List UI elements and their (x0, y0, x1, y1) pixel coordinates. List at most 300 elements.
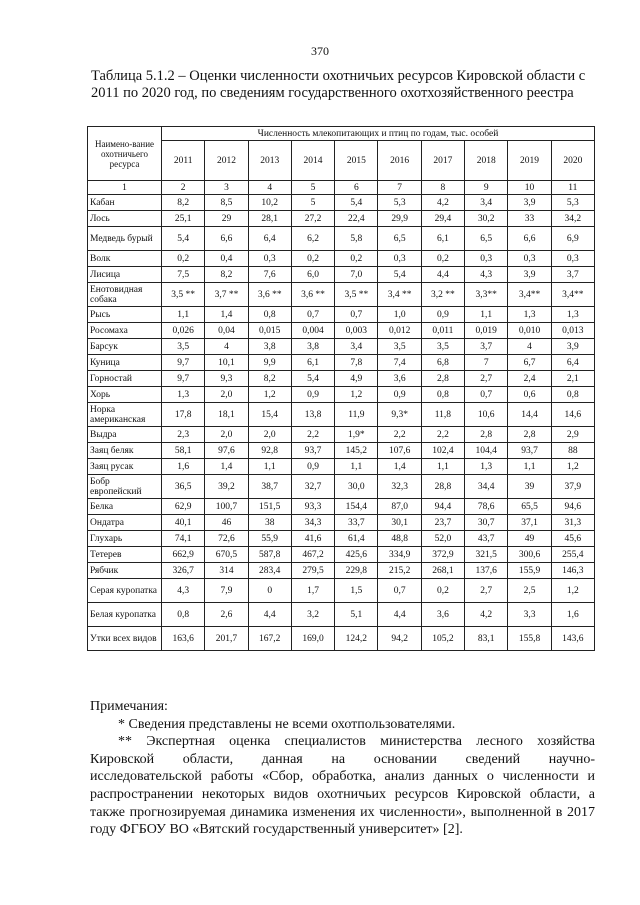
table-cell: 107,6 (378, 443, 421, 459)
table-cell: 1,2 (335, 387, 378, 403)
table-cell: 2,6 (205, 603, 248, 627)
table-cell: 14,4 (508, 403, 551, 427)
table-cell: 83,1 (465, 627, 508, 651)
table-cell: 100,7 (205, 499, 248, 515)
table-cell: 48,8 (378, 531, 421, 547)
table-cell: 5,1 (335, 603, 378, 627)
table-cell: 7,5 (162, 267, 205, 283)
table-cell: 5,4 (162, 227, 205, 251)
resource-name: Норка американская (88, 403, 162, 427)
table-cell: 6,5 (465, 227, 508, 251)
table-cell: 93,7 (291, 443, 334, 459)
table-cell: 4,3 (162, 579, 205, 603)
table-cell: 3,8 (291, 339, 334, 355)
table-cell: 1,0 (378, 307, 421, 323)
table-cell: 9,7 (162, 371, 205, 387)
table-cell: 3,5 ** (162, 283, 205, 307)
table-cell: 6,4 (248, 227, 291, 251)
table-cell: 143,6 (551, 627, 594, 651)
table-cell: 3,4 ** (378, 283, 421, 307)
table-cell: 662,9 (162, 547, 205, 563)
table-cell: 326,7 (162, 563, 205, 579)
table-cell: 1,1 (508, 459, 551, 475)
table-cell: 314 (205, 563, 248, 579)
table-row (88, 499, 595, 515)
table-cell: 7,6 (248, 267, 291, 283)
table-cell: 39,2 (205, 475, 248, 499)
table-cell: 0,004 (291, 323, 334, 339)
table-caption: Таблица 5.1.2 – Оценки численности охотничьих ресурсов Кировской области с 2011 по 2020 год, по сведениям государственного охотхозяйственного реестра (91, 68, 586, 101)
resource-name: Белка (88, 499, 162, 515)
table-cell: 30,7 (465, 515, 508, 531)
table-cell: 92,8 (248, 443, 291, 459)
resource-name: Барсук (88, 339, 162, 355)
table-cell: 29,4 (421, 211, 464, 227)
resource-name: Серая куропатка (88, 579, 162, 603)
table-cell: 5,3 (378, 195, 421, 211)
table-cell: 94,4 (421, 499, 464, 515)
column-number: 7 (378, 181, 421, 195)
table-cell: 2,2 (291, 427, 334, 443)
table-cell: 4 (205, 339, 248, 355)
column-number: 8 (421, 181, 464, 195)
table-cell: 0,8 (421, 387, 464, 403)
table-cell: 0,019 (465, 323, 508, 339)
table-row (88, 355, 595, 371)
table-cell: 1,3 (551, 307, 594, 323)
table-cell: 2,8 (508, 427, 551, 443)
table-cell: 61,4 (335, 531, 378, 547)
table-body (88, 195, 595, 651)
table-cell: 215,2 (378, 563, 421, 579)
table-cell: 0,3 (508, 251, 551, 267)
table-cell: 268,1 (421, 563, 464, 579)
table-cell: 32,7 (291, 475, 334, 499)
table-cell: 10,2 (248, 195, 291, 211)
table-cell: 0,7 (465, 387, 508, 403)
resource-name: Белая куропатка (88, 603, 162, 627)
table-cell: 3,5 (421, 339, 464, 355)
table-cell: 37,1 (508, 515, 551, 531)
table-cell: 1,9* (335, 427, 378, 443)
resource-name: Тетерев (88, 547, 162, 563)
resource-name: Бобр европейский (88, 475, 162, 499)
table-cell: 1,5 (335, 579, 378, 603)
resource-name: Рысь (88, 307, 162, 323)
table-cell: 5,8 (335, 227, 378, 251)
table-row (88, 195, 595, 211)
table-cell: 7,4 (378, 355, 421, 371)
table-cell: 2,3 (162, 427, 205, 443)
table-cell: 29 (205, 211, 248, 227)
table-cell: 2,0 (205, 387, 248, 403)
table-cell: 8,5 (205, 195, 248, 211)
table-cell: 2,7 (465, 579, 508, 603)
table-cell: 3,7 ** (205, 283, 248, 307)
table-cell: 0,2 (335, 251, 378, 267)
table-cell: 124,2 (335, 627, 378, 651)
resource-name: Росомаха (88, 323, 162, 339)
table-cell: 4 (508, 339, 551, 355)
table-cell: 3,6 ** (248, 283, 291, 307)
table-cell: 105,2 (421, 627, 464, 651)
table-cell: 23,7 (421, 515, 464, 531)
table-cell: 25,1 (162, 211, 205, 227)
table-cell: 0,010 (508, 323, 551, 339)
table-cell: 3,4 (465, 195, 508, 211)
table-cell: 7,8 (335, 355, 378, 371)
resource-name: Лисица (88, 267, 162, 283)
table-cell: 0,2 (291, 251, 334, 267)
table-cell: 0,9 (291, 387, 334, 403)
table-cell: 3,7 (551, 267, 594, 283)
table-cell: 6,7 (508, 355, 551, 371)
table-cell: 10,6 (465, 403, 508, 427)
table-cell: 49 (508, 531, 551, 547)
table-cell: 72,6 (205, 531, 248, 547)
table-row (88, 267, 595, 283)
table-cell: 5,4 (335, 195, 378, 211)
table-cell: 6,0 (291, 267, 334, 283)
table-cell: 0,2 (421, 251, 464, 267)
resource-name: Медведь бурый (88, 227, 162, 251)
table-cell: 0,003 (335, 323, 378, 339)
table-cell: 0,013 (551, 323, 594, 339)
table-row (88, 579, 595, 603)
table-cell: 0 (248, 579, 291, 603)
table-cell: 93,3 (291, 499, 334, 515)
table-cell: 2,2 (421, 427, 464, 443)
table-cell: 43,7 (465, 531, 508, 547)
table-cell: 4,9 (335, 371, 378, 387)
table-cell: 30,2 (465, 211, 508, 227)
table-cell: 255,4 (551, 547, 594, 563)
table-cell: 4,4 (421, 267, 464, 283)
table-cell: 155,9 (508, 563, 551, 579)
table-cell: 4,3 (465, 267, 508, 283)
table-cell: 0,026 (162, 323, 205, 339)
table-cell: 1,1 (421, 459, 464, 475)
table-row (88, 387, 595, 403)
table-cell: 0,7 (378, 579, 421, 603)
header-years-row (88, 141, 595, 181)
table-cell: 15,4 (248, 403, 291, 427)
table-cell: 2,5 (508, 579, 551, 603)
table-cell: 65,5 (508, 499, 551, 515)
table-cell: 3,9 (508, 267, 551, 283)
table-cell: 102,4 (421, 443, 464, 459)
resource-name: Ондатра (88, 515, 162, 531)
resource-name: Куница (88, 355, 162, 371)
table-cell: 3,6 (421, 603, 464, 627)
table-cell: 34,2 (551, 211, 594, 227)
table-cell: 17,8 (162, 403, 205, 427)
table-cell: 58,1 (162, 443, 205, 459)
table-cell: 0,6 (508, 387, 551, 403)
table-cell: 3,3** (465, 283, 508, 307)
page-number: 370 (311, 44, 329, 58)
table-row (88, 227, 595, 251)
table-cell: 3,9 (551, 339, 594, 355)
table-row (88, 283, 595, 307)
table-row (88, 531, 595, 547)
table-cell: 2,2 (378, 427, 421, 443)
table-row (88, 547, 595, 563)
note-double-asterisk-line2: Кировской области, данная на основании сведений научно- (90, 751, 595, 767)
table-cell: 7 (465, 355, 508, 371)
table-cell: 34,3 (291, 515, 334, 531)
table-cell: 28,1 (248, 211, 291, 227)
note-double-asterisk-line1: ** Экспертная оценка специалистов министерства лесного хозяйства (118, 734, 595, 750)
table-cell: 0,3 (378, 251, 421, 267)
note-double-asterisk-rest: исследовательской работы «Сбор, обработка, анализ данных о численности и распространении некоторых видов охотничьих ресурсов Кировской области, а также прогнозируемая динамика изменения их численности», выполненной в 2017 году ФГБОУ ВО «Вятский государственный университет» [2]. (90, 769, 595, 838)
table-row (88, 251, 595, 267)
table-cell: 74,1 (162, 531, 205, 547)
table-cell: 6,8 (421, 355, 464, 371)
table-cell: 18,1 (205, 403, 248, 427)
column-number: 4 (248, 181, 291, 195)
table-cell: 3,2 ** (421, 283, 464, 307)
table-cell: 283,4 (248, 563, 291, 579)
table-row (88, 459, 595, 475)
resource-name: Заяц русак (88, 459, 162, 475)
table-cell: 13,8 (291, 403, 334, 427)
table-cell: 1,6 (551, 603, 594, 627)
table-cell: 9,3 (205, 371, 248, 387)
table-cell: 52,0 (421, 531, 464, 547)
table-cell: 8,2 (205, 267, 248, 283)
table-cell: 87,0 (378, 499, 421, 515)
table-cell: 1,4 (205, 307, 248, 323)
table-cell: 0,8 (162, 603, 205, 627)
table-cell: 1,3 (508, 307, 551, 323)
header-year: 2011 (162, 141, 205, 181)
table-cell: 1,2 (551, 459, 594, 475)
table-cell: 78,6 (465, 499, 508, 515)
table-cell: 55,9 (248, 531, 291, 547)
header-year: 2020 (551, 141, 594, 181)
table-cell: 6,6 (205, 227, 248, 251)
table-cell: 6,2 (291, 227, 334, 251)
table-cell: 0,3 (551, 251, 594, 267)
resource-name: Выдра (88, 427, 162, 443)
table-cell: 1,2 (248, 387, 291, 403)
table-cell: 372,9 (421, 547, 464, 563)
table-cell: 33,7 (335, 515, 378, 531)
table-cell: 11,8 (421, 403, 464, 427)
table-cell: 3,4** (551, 283, 594, 307)
table-cell: 5,4 (378, 267, 421, 283)
table-cell: 3,5 (378, 339, 421, 355)
table-cell: 425,6 (335, 547, 378, 563)
header-group: Численность млекопитающих и птиц по годам, тыс. особей (162, 127, 595, 141)
table-cell: 2,9 (551, 427, 594, 443)
table-row (88, 403, 595, 427)
table-row (88, 515, 595, 531)
table-cell: 300,6 (508, 547, 551, 563)
resource-name: Енотовидная собака (88, 283, 162, 307)
table-cell: 2,0 (205, 427, 248, 443)
table-cell: 39 (508, 475, 551, 499)
table-cell: 5,4 (291, 371, 334, 387)
table-row (88, 427, 595, 443)
table-cell: 0,4 (205, 251, 248, 267)
table-cell: 41,6 (291, 531, 334, 547)
table-cell: 137,6 (465, 563, 508, 579)
table-cell: 3,6 (378, 371, 421, 387)
table-cell: 27,2 (291, 211, 334, 227)
resource-name: Утки всех видов (88, 627, 162, 651)
table-cell: 151,5 (248, 499, 291, 515)
table-cell: 334,9 (378, 547, 421, 563)
table-cell: 169,0 (291, 627, 334, 651)
table-row (88, 443, 595, 459)
table-cell: 0,9 (378, 387, 421, 403)
table-cell: 0,04 (205, 323, 248, 339)
table-cell: 1,6 (162, 459, 205, 475)
hunting-resources-table (87, 126, 595, 651)
table-cell: 229,8 (335, 563, 378, 579)
table-cell: 587,8 (248, 547, 291, 563)
table-cell: 8,2 (162, 195, 205, 211)
table-cell: 154,4 (335, 499, 378, 515)
column-number: 9 (465, 181, 508, 195)
table-cell: 6,1 (421, 227, 464, 251)
table-cell: 1,7 (291, 579, 334, 603)
table-cell: 0,3 (465, 251, 508, 267)
table-cell: 38 (248, 515, 291, 531)
table-cell: 30,0 (335, 475, 378, 499)
table-cell: 40,1 (162, 515, 205, 531)
table-cell: 6,1 (291, 355, 334, 371)
table-cell: 3,4** (508, 283, 551, 307)
table-cell: 5 (291, 195, 334, 211)
table-cell: 279,5 (291, 563, 334, 579)
table-row (88, 627, 595, 651)
table-cell: 2,4 (508, 371, 551, 387)
table-cell: 0,2 (162, 251, 205, 267)
table-cell: 3,6 ** (291, 283, 334, 307)
table-cell: 1,1 (465, 307, 508, 323)
table-cell: 201,7 (205, 627, 248, 651)
table-cell: 4,2 (421, 195, 464, 211)
table-cell: 145,2 (335, 443, 378, 459)
table-cell: 88 (551, 443, 594, 459)
table-cell: 2,8 (421, 371, 464, 387)
table-cell: 6,4 (551, 355, 594, 371)
table-cell: 3,9 (508, 195, 551, 211)
table-cell: 1,1 (162, 307, 205, 323)
resource-name: Лось (88, 211, 162, 227)
table-row (88, 339, 595, 355)
table-cell: 32,3 (378, 475, 421, 499)
resource-name: Волк (88, 251, 162, 267)
table-cell: 0,2 (421, 579, 464, 603)
table-cell: 30,1 (378, 515, 421, 531)
table-cell: 9,9 (248, 355, 291, 371)
header-year: 2016 (378, 141, 421, 181)
header-year: 2017 (421, 141, 464, 181)
table-cell: 2,0 (248, 427, 291, 443)
table-cell: 3,7 (465, 339, 508, 355)
table-cell: 1,3 (162, 387, 205, 403)
table-cell: 11,9 (335, 403, 378, 427)
table-cell: 1,3 (465, 459, 508, 475)
table-cell: 93,7 (508, 443, 551, 459)
table-cell: 22,4 (335, 211, 378, 227)
header-year: 2013 (248, 141, 291, 181)
table-cell: 2,1 (551, 371, 594, 387)
resource-name: Рябчик (88, 563, 162, 579)
table-cell: 4,4 (378, 603, 421, 627)
column-number: 10 (508, 181, 551, 195)
table-cell: 38,7 (248, 475, 291, 499)
table-cell: 0,9 (291, 459, 334, 475)
table-cell: 33 (508, 211, 551, 227)
table-cell: 3,2 (291, 603, 334, 627)
resource-name: Глухарь (88, 531, 162, 547)
table-cell: 0,7 (335, 307, 378, 323)
table-cell: 0,9 (421, 307, 464, 323)
notes-title: Примечания: (90, 699, 168, 714)
table-row (88, 563, 595, 579)
column-number: 5 (291, 181, 334, 195)
table-cell: 2,7 (465, 371, 508, 387)
header-year: 2012 (205, 141, 248, 181)
table-cell: 7,9 (205, 579, 248, 603)
table-cell: 0,7 (291, 307, 334, 323)
table-cell: 94,2 (378, 627, 421, 651)
table-cell: 0,015 (248, 323, 291, 339)
table-cell: 0,012 (378, 323, 421, 339)
table-cell: 46 (205, 515, 248, 531)
table-cell: 670,5 (205, 547, 248, 563)
table-cell: 8,2 (248, 371, 291, 387)
column-number: 3 (205, 181, 248, 195)
resource-name: Хорь (88, 387, 162, 403)
table-cell: 3,5 ** (335, 283, 378, 307)
table-cell: 155,8 (508, 627, 551, 651)
table-cell: 0,3 (248, 251, 291, 267)
table-cell: 9,7 (162, 355, 205, 371)
table-cell: 9,3* (378, 403, 421, 427)
table-cell: 4,4 (248, 603, 291, 627)
table-cell: 3,4 (335, 339, 378, 355)
table-row (88, 371, 595, 387)
header-year: 2019 (508, 141, 551, 181)
table-cell: 36,5 (162, 475, 205, 499)
table-cell: 0,8 (248, 307, 291, 323)
table-cell: 0,011 (421, 323, 464, 339)
resource-name: Горностай (88, 371, 162, 387)
table-cell: 3,3 (508, 603, 551, 627)
table-cell: 31,3 (551, 515, 594, 531)
header-resource-name: Наимено-вание охотничьего ресурса (88, 127, 162, 181)
table-cell: 467,2 (291, 547, 334, 563)
column-number: 11 (551, 181, 594, 195)
table-row (88, 603, 595, 627)
table-cell: 7,0 (335, 267, 378, 283)
column-number: 6 (335, 181, 378, 195)
table-cell: 45,6 (551, 531, 594, 547)
table-cell: 104,4 (465, 443, 508, 459)
table-row (88, 323, 595, 339)
table-cell: 29,9 (378, 211, 421, 227)
table-cell: 3,5 (162, 339, 205, 355)
column-number: 1 (88, 181, 162, 195)
table-cell: 62,9 (162, 499, 205, 515)
table-cell: 97,6 (205, 443, 248, 459)
